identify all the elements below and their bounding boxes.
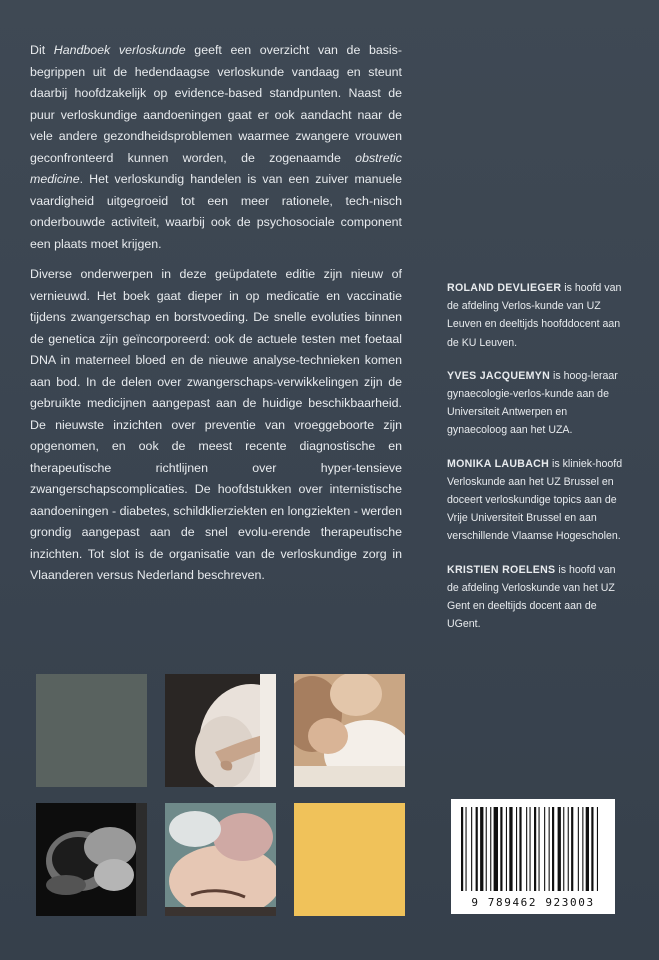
newborn-birth-photo bbox=[165, 803, 276, 916]
barcode-bar bbox=[530, 807, 531, 891]
paragraph-1-end: . Het verloskundig handelen is van een zuiver manuele vaardigheid uitgegroeid tot een meer rationele, tech-nisch onderbouwde activiteit, waarbij ook de psychosociale component een plaats moet krijgen. bbox=[30, 172, 402, 251]
barcode-bar bbox=[519, 807, 521, 891]
barcode-bar bbox=[558, 807, 561, 891]
barcode-bar bbox=[506, 807, 507, 891]
author-description: is hoog-leraar gynaecologie-verlos-kunde aan de Universiteit Antwerpen en gynaecoloog aan het UZA. bbox=[447, 369, 618, 437]
description-text bbox=[30, 40, 402, 596]
barcode-bar bbox=[563, 807, 564, 891]
barcode-bar bbox=[476, 807, 478, 891]
barcode-bar bbox=[544, 807, 545, 891]
barcode-bar bbox=[534, 807, 536, 891]
author-bio bbox=[447, 279, 627, 352]
barcode-bar bbox=[500, 807, 502, 891]
author-description: is kliniek-hoofd Verloskunde aan het UZ Brussel en doceert verloskundige topics aan de Vrije Universiteit Brussel en aan verschillende Vlaamse Hogescholen. bbox=[447, 457, 623, 543]
barcode-bar bbox=[591, 807, 593, 891]
description-paragraph-2: Diverse onderwerpen in deze geüpdatete editie zijn nieuw of vernieuwd. Het boek gaat dieper in op medicatie en vaccinatie tijdens zwangerschap en borstvoeding. De snelle evoluties binnen de genetica zijn geïncorporeerd: ook de actuele testen met foetaal DNA in materneel bloed en de nieuwe analyse-technieken komen aan bod. In de delen over zwangerschaps-verwikkelingen zijn de gebruikte medicijnen aangepast aan de huidige beschikbaarheid. De nieuwste inzichten over preventie van vroeggeboorte zijn opgenomen, en ook de meest recente diagnostische en therapeutische richtlijnen over hyper-tensieve zwangerschapscomplicaties. De hoofdstukken over internistische aandoeningen - diabetes, schildklierziekten en longziekten - werden grondig aangepast aan de snel evolu-erende therapeutische inzichten. Tot slot is de organisatie van de verloskundige zorg in Vlaanderen versus Nederland beschreven. bbox=[30, 267, 402, 582]
description-paragraph-1 bbox=[30, 40, 402, 255]
barcode-bar bbox=[516, 807, 517, 891]
yellow-color-tile bbox=[294, 803, 405, 916]
barcode-bar bbox=[539, 807, 540, 891]
barcode-bar bbox=[586, 807, 589, 891]
ultrasound-photo bbox=[36, 803, 147, 916]
barcode-bar bbox=[526, 807, 527, 891]
paragraph-1-start: Dit bbox=[30, 43, 54, 57]
pregnant-belly-photo bbox=[165, 674, 276, 787]
barcode-bar bbox=[549, 807, 550, 891]
barcode-bar bbox=[582, 807, 583, 891]
author-bio bbox=[447, 455, 627, 546]
obstetric-medicine-term: obstretic medicine bbox=[30, 150, 402, 186]
author-description: is hoofd van de afdeling Verlos-kunde van UZ Leuven en deeltijds hoofddocent aan de KU Leuven. bbox=[447, 282, 622, 349]
barcode-bar bbox=[486, 807, 487, 891]
barcode-bar bbox=[480, 807, 483, 891]
barcode-digits: 9 789462 923003 bbox=[471, 896, 595, 909]
barcode-bar bbox=[490, 807, 491, 891]
barcode-bar bbox=[509, 807, 512, 891]
author-name: KRISTIEN ROELENS bbox=[447, 563, 556, 576]
isbn-barcode bbox=[451, 799, 615, 914]
gray-color-tile bbox=[36, 674, 147, 787]
barcode-bar bbox=[578, 807, 579, 891]
barcode-bars bbox=[451, 799, 615, 895]
barcode-bar bbox=[461, 807, 463, 891]
author-description: is hoofd van de afdeling Verloskunde van het UZ Gent en deeltijds docent aan de UGent. bbox=[447, 563, 616, 631]
author-name: YVES JACQUEMYN bbox=[447, 369, 551, 382]
author-bios bbox=[447, 279, 627, 648]
barcode-bar bbox=[471, 807, 472, 891]
author-name: MONIKA LAUBACH bbox=[447, 457, 550, 470]
barcode-bar bbox=[466, 807, 467, 891]
barcode-bar bbox=[568, 807, 569, 891]
author-name: ROLAND DEVLIEGER bbox=[447, 282, 562, 294]
author-bio bbox=[447, 561, 627, 634]
paragraph-1-middle: geeft een overzicht van de basis-begrippen uit de hedendaagse verloskunde vandaag en steunt daarbij hoofdzakelijk op evidence-based standpunten. Naast de puur verloskundige aandoeningen gaat er ook aandacht naar de vele andere gezondheidsproblemen waarmee zwangere vrouwen geconfronteerd kunnen worden, de zogenaamde bbox=[30, 43, 402, 165]
barcode-bar bbox=[597, 807, 598, 891]
barcode-bar bbox=[571, 807, 573, 891]
barcode-bar bbox=[552, 807, 554, 891]
barcode-bar bbox=[494, 807, 498, 891]
breastfeeding-photo bbox=[294, 674, 405, 787]
book-title-italic: Handboek verloskunde bbox=[53, 43, 186, 57]
author-bio bbox=[447, 367, 627, 440]
